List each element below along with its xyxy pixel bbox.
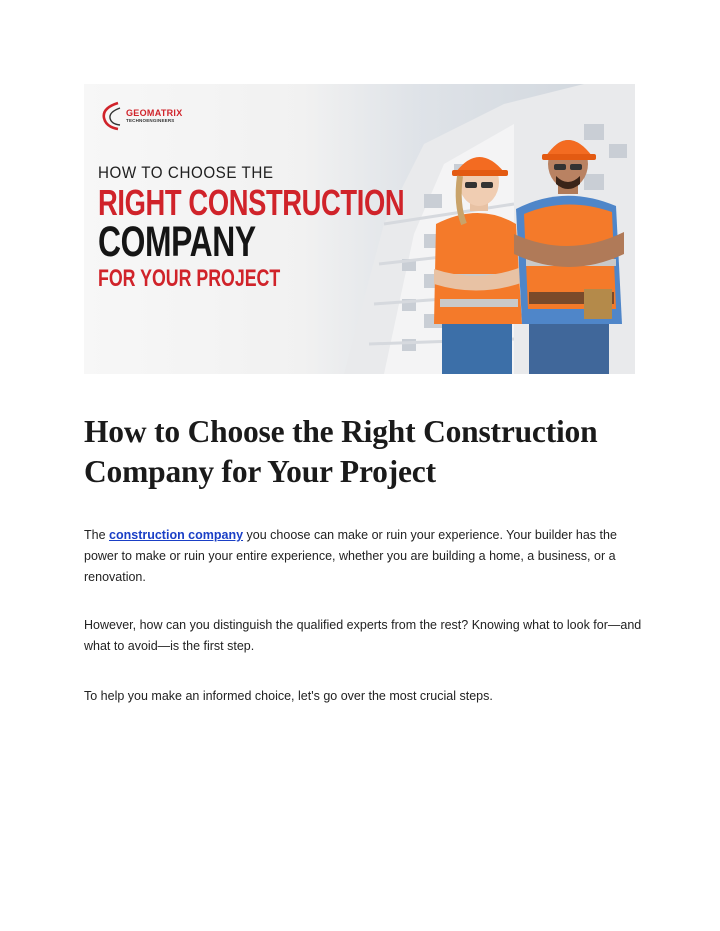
construction-company-link[interactable]: construction company [109, 528, 244, 542]
intro-paragraph [84, 525, 644, 588]
logo-name: GEOMATRIX [126, 107, 183, 118]
banner-headline [98, 164, 501, 291]
intro-prefix: The [84, 528, 110, 542]
logo-tagline: TECHNOENGINEERS [126, 117, 175, 123]
banner-headline-line2: RIGHT CONSTRUCTION [98, 182, 405, 223]
second-paragraph: However, how can you distinguish the qualified experts from the rest? Knowing what to look for—and what to avoid—is the first step. [84, 618, 642, 653]
intro-suffix: you choose can make or ruin your experience. Your builder has the power to make or ruin your entire experience, whether you are building a home, a business, or a renovation. [84, 528, 617, 584]
banner-headline-line4: FOR YOUR PROJECT [98, 265, 281, 292]
third-paragraph: To help you make an informed choice, let's go over the most crucial steps. [84, 689, 493, 703]
banner-headline-line3: COMPANY [98, 218, 256, 266]
banner-headline-line1: HOW TO CHOOSE THE [98, 164, 274, 182]
article-title: How to Choose the Right Construction Company for Your Project [84, 414, 598, 489]
logo-swoosh-icon [98, 100, 124, 132]
hero-banner-image [84, 84, 635, 374]
geomatrix-logo [98, 100, 183, 132]
